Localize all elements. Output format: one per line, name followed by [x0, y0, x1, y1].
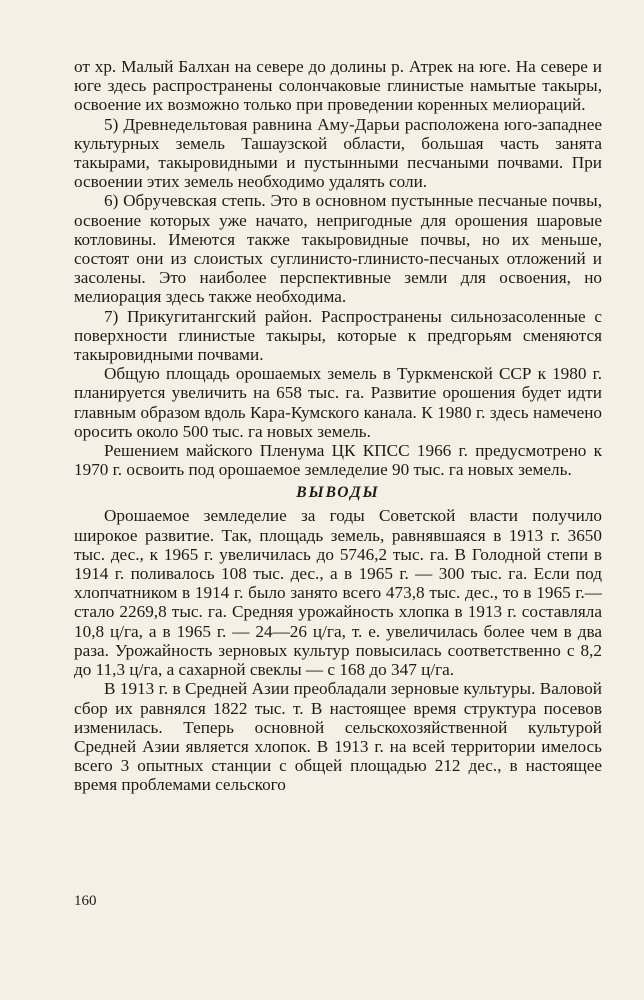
- paragraph-item-5: 5) Древнедельтовая равнина Аму-Дарьи расположена юго-западнее культурных земель Ташаузской области, большая часть занята такырами, такыровидными и пустынными песчаными почвами. При освоении этих земель необходимо удалять соли.: [74, 114, 602, 192]
- paragraph-plenum-decision: Решением майского Пленума ЦК КПСС 1966 г. предусмотрено к 1970 г. освоить под орошаемое земледелие 90 тыс. га новых земель.: [74, 441, 602, 480]
- paragraph-conclusions-1: Орошаемое земледелие за годы Советской власти получило широкое развитие. Так, площадь земель, равнявшаяся в 1913 г. 3650 тыс. дес., к 1965 г. увеличилась до 5746,2 тыс. га. В Голодной степи в 1914 г. поливалось 108 тыс. дес., а в 1965 г. — 300 тыс. га. Если под хлопчатником в 1914 г. было занято всего 473,8 тыс. дес., то в 1965 г.—стало 2269,8 тыс. га. Средняя урожайность хлопка в 1913 г. составляла 10,8 ц/га, а в 1965 г. — 24—26 ц/га, т. е. увеличилась более чем в два раза. Урожайность зерновых культур повысилась соответственно с 8,2 до 11,3 ц/га, а сахарной свеклы — с 168 до 347 ц/га.: [74, 506, 602, 680]
- page-number: 160: [74, 893, 97, 909]
- paragraph-continuation: от хр. Малый Балхан на севере до долины р. Атрек на юге. На севере и юге здесь распространены солончаковые глинистые намытые такыры, освоение их возможно только при проведении коренных мелиораций.: [74, 57, 602, 115]
- paragraph-conclusions-2: В 1913 г. в Средней Азии преобладали зерновые культуры. Валовой сбор их равнялся 1822 тыс. т. В настоящее время структура посевов изменилась. Теперь основной сельскохозяйственной культурой Средней Азии является хлопок. В 1913 г. на всей территории имелось всего 3 опытных станции с общей площадью 212 дес., в настоящее время проблемами сельского: [74, 679, 602, 795]
- paragraph-item-7: 7) Прикугитангский район. Распространены сильнозасоленные с поверхности глинистые такыры, которые к предгорьям сменяются такыровидными почвами.: [74, 306, 602, 365]
- section-heading-conclusions: ВЫВОДЫ: [296, 484, 380, 502]
- paragraph-irrigated-area: Общую площадь орошаемых земель в Туркменской ССР к 1980 г. планируется увеличить на 658 тыс. га. Развитие орошения будет идти главным образом вдоль Кара-Кумского канала. К 1980 г. здесь намечено оросить около 500 тыс. га новых земель.: [74, 364, 602, 441]
- paragraph-item-6: 6) Обручевская степь. Это в основном пустынные песчаные почвы, освоение которых уже начато, непригодные для орошения шаровые котловины. Имеются также такыровидные почвы, но их меньше, состоят они из слоистых суглинисто-глинисто-песчаных отложений и засолены. Это наиболее перспективные земли для освоения, но мелиорация здесь также необходима.: [74, 191, 602, 307]
